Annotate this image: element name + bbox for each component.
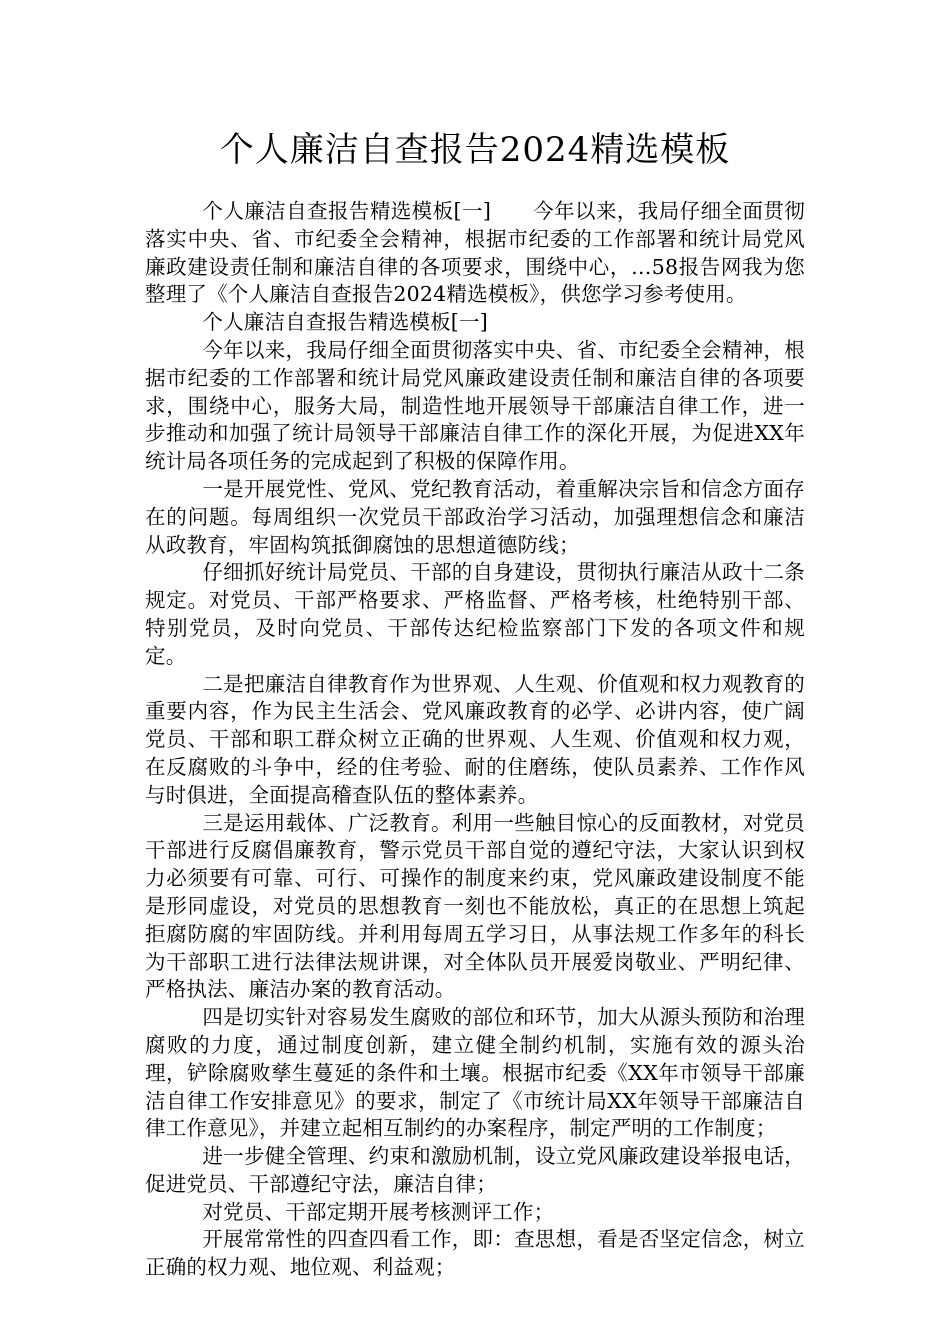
paragraph: 一是开展党性、党风、党纪教育活动，着重解决宗旨和信念方面存在的问题。每周组织一次党员干部政治学习活动，加强理想信念和廉洁从政教育，牢固构筑抵御腐蚀的思想道德防线； bbox=[145, 476, 805, 557]
document-title: 个人廉洁自查报告2024精选模板 bbox=[219, 130, 731, 170]
paragraph-intro: 个人廉洁自查报告精选模板[一] 今年以来，我局仔细全面贯彻落实中央、省、市纪委全会精神，根据市纪委的工作部署和统计局党风廉政建设责任制和廉洁自律的各项要求，围绕中心，…58报告网我为您整理了《个人廉洁自查报告2024精选模板》，供您学习参考使用。 bbox=[145, 199, 805, 307]
paragraph: 三是运用载体、广泛教育。利用一些触目惊心的反面教材，对党员干部进行反腐倡廉教育，警示党员干部自觉的遵纪守法，大家认识到权力必须要有可靠、可行、可操作的制度来约束，党风廉政建设制度不能是形同虚设，对党员的思想教育一刻也不能放松，真正的在思想上筑起拒腐防腐的牢固防线。并利用每周五学习日，从事法规工作多年的科长为干部职工进行法律法规讲课，对全体队员开展爱岗敬业、严明纪律、严格执法、廉洁办案的教育活动。 bbox=[145, 810, 805, 1002]
paragraph: 二是把廉洁自律教育作为世界观、人生观、价值观和权力观教育的重要内容，作为民主生活会、党风廉政教育的必学、必讲内容，使广阔党员、干部和职工群众树立正确的世界观、人生观、价值观和权力观，在反腐败的斗争中，经的住考验、耐的住磨练，使队员素养、工作作风与时俱进，全面提高稽查队伍的整体素养。 bbox=[145, 671, 805, 807]
paragraph: 进一步健全管理、约束和激励机制，设立党风廉政建设举报电话，促进党员、干部遵纪守法，廉洁自律； bbox=[145, 1144, 805, 1196]
document-body bbox=[145, 198, 805, 1282]
paragraph: 对党员、干部定期开展考核测评工作； bbox=[202, 1199, 555, 1224]
paragraph: 四是切实针对容易发生腐败的部位和环节，加大从源头预防和治理腐败的力度，通过制度创新，建立健全制约机制，实施有效的源头治理，铲除腐败孳生蔓延的条件和土壤。根据市纪委《XX年市领导干部廉洁自律工作安排意见》的要求，制定了《市统计局XX年领导干部廉洁自律工作意见》，并建立起相互制约的办案程序，制定严明的工作制度； bbox=[145, 1005, 805, 1141]
paragraph: 开展常常性的四查四看工作，即：查思想，看是否坚定信念，树立正确的权力观、地位观、利益观； bbox=[145, 1227, 805, 1280]
paragraph-section-heading: 个人廉洁自查报告精选模板[一] bbox=[202, 310, 488, 335]
paragraph: 今年以来，我局仔细全面贯彻落实中央、省、市纪委全会精神，根据市纪委的工作部署和统计局党风廉政建设责任制和廉洁自律的各项要求，围绕中心，服务大局，制造性地开展领导干部廉洁自律工作，进一步推动和加强了统计局领导干部廉洁自律工作的深化开展，为促进XX年统计局各项任务的完成起到了积极的保障作用。 bbox=[145, 337, 805, 474]
paragraph: 仔细抓好统计局党员、干部的自身建设，贯彻执行廉洁从政十二条规定。对党员、干部严格要求、严格监督、严格考核，杜绝特别干部、特别党员，及时向党员、干部传达纪检监察部门下发的各项文件和规定。 bbox=[145, 560, 805, 668]
